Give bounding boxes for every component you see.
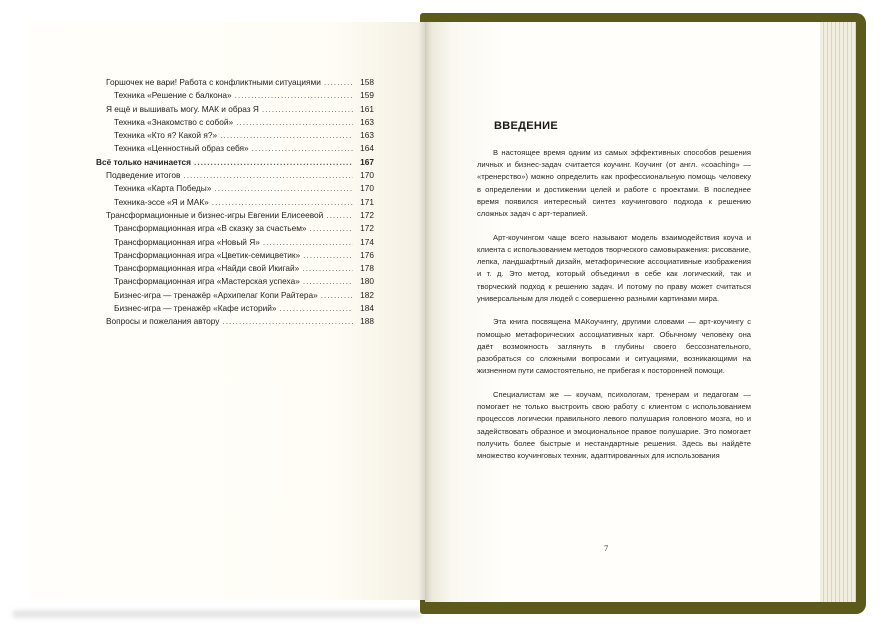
- toc-entry-title: Трансформационная игра «Новый Я»: [114, 236, 260, 247]
- toc-entry-title: Бизнес-игра — тренажёр «Кафе историй»: [114, 303, 277, 314]
- toc-entry-title: Бизнес-игра — тренажёр «Архипелаг Копи Райтера»: [114, 289, 318, 300]
- paragraph: В настоящее время одним из самых эффективных способов решения личных и бизнес-задач считается коучинг. Коучинг (от англ. «coaching» — «тренерство») можно определить как профессиональную помощь человеку в определении и достижении целей и работе с проектами. В последнее время появился интересный синтез коучингового подхода к решению сложных задач с арт-терапией.: [477, 148, 751, 219]
- toc-entry-title: Трансформационные и бизнес-игры Евгении Елисеевой: [106, 209, 324, 220]
- paragraph: Арт-коучингом чаще всего называют модель взаимодействия коуча и клиента с использованием методов творческого самовыражения: рисование, лепка, ландшафтный дизайн, метафорические ассоциативные изображения и т. д. Это метод, который объединил в себе как логический, так и творческий подход к решению задач. И потому по праву может считаться универсальным для людей с совершенно разными картинами мира.: [477, 232, 751, 303]
- toc-entry: [106, 236, 374, 249]
- toc-entry: [106, 289, 374, 302]
- chapter-heading: ВВЕДЕНИЕ: [494, 120, 558, 132]
- toc-entry-title: Подведение итогов: [106, 170, 181, 181]
- toc-leader-dots: [324, 76, 353, 89]
- toc-entry: [106, 142, 374, 155]
- toc-leader-dots: [235, 89, 353, 102]
- toc-entry-title: Всё только начинается: [96, 156, 192, 167]
- toc-leader-dots: [262, 103, 353, 116]
- toc-entry-page: 184: [360, 303, 374, 314]
- toc-entry: [106, 302, 374, 315]
- toc-entry-page: 172: [360, 223, 374, 234]
- toc-entry-title: Трансформационная игра «Мастерская успеха»: [114, 276, 300, 287]
- toc-entry: [106, 116, 374, 129]
- toc-entry-page: 170: [360, 183, 374, 194]
- table-of-contents: [96, 76, 374, 329]
- toc-leader-dots: [280, 302, 353, 315]
- book-shadow: [12, 610, 422, 618]
- paragraph: Специалистам же — коучам, психологам, тренерам и педагогам — помогает не только выстроить свою работу с клиентом с использованием процессов логически правильного левого полушария головного мозга, но и задействовать образное и эмоциональное правое полушарие. Это помогает получить более быстрые и нестандартные решения. Здесь вы найдёте множество коучинговых техник, адаптированных для использования: [477, 389, 751, 460]
- toc-entry: [106, 222, 374, 235]
- toc-entry: [106, 275, 374, 288]
- toc-entry: [106, 76, 374, 89]
- toc-entry-page: 171: [360, 196, 374, 207]
- toc-leader-dots: [252, 142, 353, 155]
- toc-entry-page: 167: [360, 156, 374, 167]
- toc-entry-page: 159: [360, 90, 374, 101]
- toc-entry-page: 180: [360, 276, 374, 287]
- toc-entry-title: Трансформационная игра «В сказку за счастьем»: [114, 223, 307, 234]
- toc-entry-title: Техника «Карта Победы»: [114, 183, 212, 194]
- toc-entry-title: Трансформационная игра «Цветик-семицветик»: [114, 249, 301, 260]
- toc-entry-title: Вопросы и пожелания автору: [106, 316, 220, 327]
- page-number: 7: [604, 543, 609, 553]
- toc-entry: [106, 249, 374, 262]
- paragraph: Эта книга посвящена МАКоучингу, другими словами — арт-коучингу с помощью метафорических ассоциативных карт. Обычному человеку она даёт возможность заглянуть в глубины своего бессознательного, разобраться со сложными вопросами и ситуациями, возникающими на жизненном пути самостоятельно, не прибегая к посторонней помощи.: [477, 317, 751, 376]
- toc-entry-page: 174: [360, 236, 374, 247]
- toc-entry-title: Техника «Знакомство с собой»: [114, 116, 234, 127]
- toc-leader-dots: [183, 169, 353, 182]
- toc-entry: [106, 103, 374, 116]
- toc-entry-title: Техника «Кто я? Какой я?»: [114, 130, 218, 141]
- body-text: [477, 147, 751, 474]
- toc-entry: [106, 196, 374, 209]
- toc-entry-page: 163: [360, 116, 374, 127]
- toc-entry: [106, 315, 374, 328]
- toc-entry-title: Горшочек не вари! Работа с конфликтными ситуациями: [106, 77, 321, 87]
- toc-entry-page: 164: [360, 143, 374, 154]
- toc-leader-dots: [222, 315, 353, 328]
- toc-entry: [96, 156, 374, 169]
- toc-entry-page: 176: [360, 249, 374, 260]
- toc-entry: [106, 129, 374, 142]
- toc-leader-dots: [194, 156, 353, 169]
- toc-entry: [106, 262, 374, 275]
- toc-entry-page: 188: [360, 316, 374, 327]
- toc-leader-dots: [310, 222, 353, 235]
- toc-entry-title: Техника-эссе «Я и МАК»: [114, 196, 209, 207]
- toc-leader-dots: [220, 129, 353, 142]
- toc-entry: [106, 182, 374, 195]
- toc-entry-page: 163: [360, 130, 374, 141]
- toc-leader-dots: [303, 275, 353, 288]
- toc-entry-page: 178: [360, 263, 374, 274]
- toc-entry-title: Я ещё и вышивать могу. МАК и образ Я: [106, 103, 259, 114]
- book-gutter: [418, 22, 432, 602]
- toc-leader-dots: [263, 236, 353, 249]
- toc-entry-page: 170: [360, 170, 374, 181]
- toc-leader-dots: [321, 289, 353, 302]
- toc-entry: [106, 89, 374, 102]
- toc-entry-title: Техника «Ценностный образ себя»: [114, 143, 249, 154]
- toc-entry-title: Техника «Решение с балкона»: [114, 90, 232, 101]
- toc-leader-dots: [303, 249, 353, 262]
- toc-entry: [106, 209, 374, 222]
- toc-entry-page: 161: [360, 103, 374, 114]
- toc-entry-page: 172: [360, 209, 374, 220]
- toc-leader-dots: [326, 209, 353, 222]
- toc-entry-page: 158: [360, 77, 374, 87]
- toc-leader-dots: [302, 262, 353, 275]
- toc-entry-page: 182: [360, 289, 374, 300]
- toc-entry-title: Трансформационная игра «Найди свой Икигай»: [114, 263, 300, 274]
- toc-leader-dots: [236, 116, 353, 129]
- toc-leader-dots: [214, 182, 353, 195]
- toc-entry: [106, 169, 374, 182]
- toc-leader-dots: [212, 196, 353, 209]
